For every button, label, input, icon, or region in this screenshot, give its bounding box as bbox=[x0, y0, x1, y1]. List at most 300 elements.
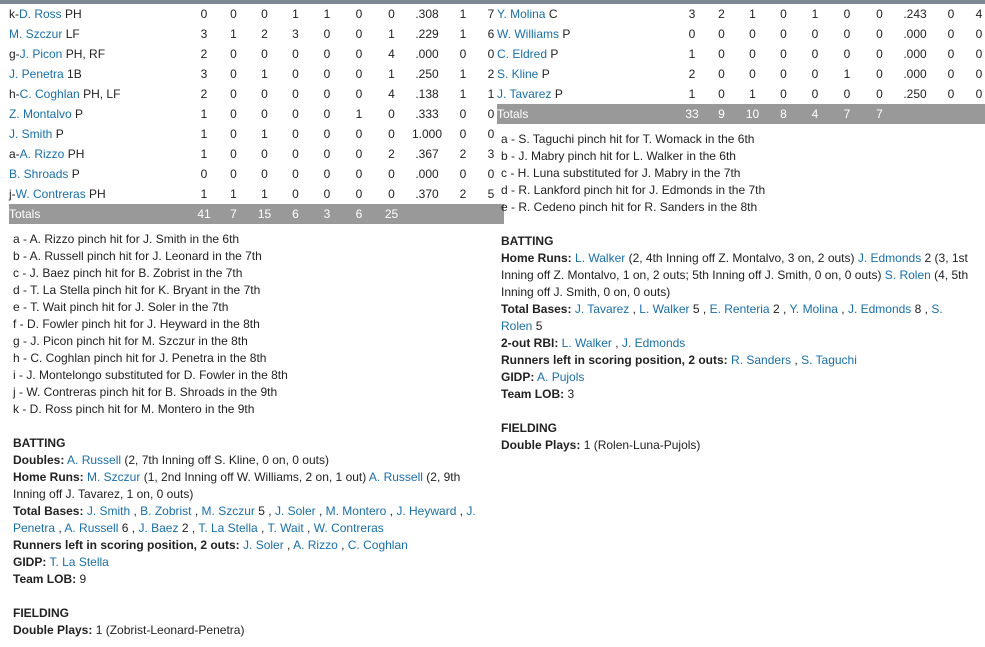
player-link[interactable]: C. Eldred bbox=[497, 47, 548, 61]
player-link[interactable]: D. Ross bbox=[19, 7, 62, 21]
player-cell bbox=[9, 84, 192, 104]
totals-row bbox=[9, 204, 504, 224]
player-link[interactable]: M. Szczur bbox=[87, 470, 141, 484]
note-line: d - R. Lankford pinch hit for J. Edmonds in the 7th bbox=[501, 183, 766, 197]
stat-cell: 0 bbox=[811, 47, 819, 61]
player-row bbox=[497, 24, 985, 44]
count: 5 bbox=[535, 319, 543, 333]
stat-cell: 3 bbox=[200, 67, 208, 81]
stat-cell: 6 bbox=[487, 27, 495, 41]
player-row bbox=[497, 64, 985, 84]
stat-cell: 0 bbox=[323, 27, 331, 41]
stat-cell: 1 bbox=[323, 7, 331, 21]
stat-cell: 0 bbox=[261, 167, 268, 181]
note-line: e - T. Wait pinch hit for J. Soler in the 7th bbox=[13, 300, 229, 314]
stat-cell: 1 bbox=[261, 127, 268, 141]
stat-cell: 0 bbox=[947, 27, 955, 41]
totals-cell: 6 bbox=[278, 204, 313, 224]
stat-cell: 2 bbox=[388, 147, 395, 161]
totals-cell: 7 bbox=[865, 104, 894, 124]
substitution-notes bbox=[497, 131, 977, 216]
player-cell bbox=[497, 24, 680, 44]
player-cell bbox=[9, 184, 192, 204]
fielding-section bbox=[9, 605, 489, 639]
count: 6 bbox=[121, 521, 129, 535]
sub-prefix: h- bbox=[9, 87, 20, 101]
note-line: b - J. Mabry pinch hit for L. Walker in the 6th bbox=[501, 149, 736, 163]
stat-cell: .000 bbox=[903, 47, 927, 61]
batting-section bbox=[497, 233, 977, 403]
player-cell bbox=[497, 84, 680, 104]
stat-cell: 0 bbox=[811, 87, 819, 101]
stat-cell: 0 bbox=[261, 147, 268, 161]
player-link[interactable]: T. Wait bbox=[267, 521, 304, 535]
position: P bbox=[75, 107, 84, 121]
player-row bbox=[9, 24, 504, 44]
stat-cell: 1 bbox=[749, 87, 756, 101]
stat-cell: 0 bbox=[323, 67, 331, 81]
player-link[interactable]: M. Szczur bbox=[9, 27, 63, 41]
player-row bbox=[9, 184, 504, 204]
stat-cell: 0 bbox=[876, 67, 883, 81]
player-link[interactable]: J. Edmonds bbox=[847, 302, 912, 316]
two-out-rbi-line: 2-out RBI: L. Walker , J. Edmonds bbox=[501, 336, 686, 350]
stat-cell: 0 bbox=[487, 107, 495, 121]
stat-cell: 0 bbox=[718, 87, 725, 101]
sub-prefix: k- bbox=[9, 7, 19, 21]
stat-cell: 0 bbox=[292, 107, 299, 121]
stat-cell: 0 bbox=[947, 47, 955, 61]
stat-cell: 0 bbox=[200, 7, 208, 21]
stat-cell: 0 bbox=[355, 147, 363, 161]
player-link[interactable]: A. Russell bbox=[64, 521, 119, 535]
double-plays-line: Double Plays: 1 (Zobrist-Leonard-Penetra) bbox=[13, 623, 245, 637]
home-team-boxscore bbox=[9, 4, 495, 639]
stat-cell: 0 bbox=[947, 7, 955, 21]
stat-cell: 1 bbox=[843, 67, 851, 81]
stat-cell: 0 bbox=[230, 127, 237, 141]
totals-row bbox=[497, 104, 985, 124]
player-row bbox=[9, 84, 504, 104]
stat-cell: 0 bbox=[230, 87, 237, 101]
stat-cell: 1 bbox=[230, 187, 237, 201]
player-cell bbox=[497, 44, 680, 64]
stat-cell: 0 bbox=[975, 27, 983, 41]
position: P bbox=[562, 27, 571, 41]
position: P bbox=[55, 127, 64, 141]
player-link[interactable]: W. Contreras bbox=[313, 521, 384, 535]
player-link[interactable]: J. Soler bbox=[274, 504, 316, 518]
stat-cell: .250 bbox=[415, 67, 439, 81]
risp-line: Runners left in scoring position, 2 outs: J. Soler , A. Rizzo , C. Coghlan bbox=[13, 538, 408, 552]
stat-cell: 0 bbox=[230, 47, 237, 61]
stat-cell: 0 bbox=[292, 67, 299, 81]
stat-cell: 0 bbox=[323, 87, 331, 101]
stat-cell: 3 bbox=[688, 7, 696, 21]
stat-cell: 0 bbox=[876, 27, 883, 41]
gidp-line: GIDP: T. La Stella bbox=[13, 555, 109, 569]
player-link[interactable]: T. La Stella bbox=[49, 555, 109, 569]
totals-cell: 25 bbox=[377, 204, 406, 224]
stat-cell: 0 bbox=[323, 107, 331, 121]
stat-cell: 0 bbox=[355, 167, 363, 181]
stat-cell: 0 bbox=[292, 47, 299, 61]
substitution-notes bbox=[9, 231, 489, 418]
stat-cell: 1 bbox=[388, 67, 395, 81]
batting-table bbox=[9, 4, 504, 224]
position: P bbox=[550, 47, 559, 61]
player-cell bbox=[9, 124, 192, 144]
player-link[interactable]: J. Smith bbox=[9, 127, 53, 141]
player-link[interactable]: A. Rizzo bbox=[19, 147, 65, 161]
player-row bbox=[9, 44, 504, 64]
stat-cell: 1 bbox=[688, 87, 696, 101]
stat-cell: 0 bbox=[780, 47, 787, 61]
player-link[interactable]: A. Russell bbox=[67, 453, 122, 467]
player-link[interactable]: E. Renteria bbox=[709, 302, 770, 316]
totals-cell: 10 bbox=[739, 104, 766, 124]
double-plays-line: Double Plays: 1 (Rolen-Luna-Pujols) bbox=[501, 438, 701, 452]
stat-cell: 0 bbox=[388, 127, 395, 141]
position: PH, RF bbox=[65, 47, 106, 61]
player-row bbox=[9, 144, 504, 164]
player-row bbox=[9, 4, 504, 24]
fielding-title: FIELDING bbox=[501, 421, 557, 435]
home-runs-line: Home Runs: M. Szczur (1, 2nd Inning off W. Williams, 2 on, 1 out) A. Russell (2, 9th Inning off J. Tavarez, 1 on, 0 outs) bbox=[13, 470, 461, 501]
stat-cell: 0 bbox=[230, 107, 237, 121]
stat-cell: 1 bbox=[200, 107, 208, 121]
stat-cell: 1 bbox=[261, 187, 268, 201]
player-link[interactable]: W. Williams bbox=[497, 27, 559, 41]
stat-cell: 0 bbox=[292, 87, 299, 101]
count: 2 bbox=[772, 302, 780, 316]
totals-cell: 4 bbox=[801, 104, 829, 124]
stat-cell: 0 bbox=[780, 7, 787, 21]
player-row bbox=[9, 164, 504, 184]
stat-cell: .243 bbox=[903, 7, 927, 21]
player-cell bbox=[9, 164, 192, 184]
stat-cell: 0 bbox=[780, 27, 787, 41]
stat-cell: 7 bbox=[487, 7, 495, 21]
totals-cell bbox=[894, 104, 936, 124]
stat-cell: 0 bbox=[261, 47, 268, 61]
stat-cell: .250 bbox=[903, 87, 927, 101]
stat-cell: 0 bbox=[355, 27, 363, 41]
stat-cell: 1 bbox=[459, 27, 467, 41]
player-link[interactable]: J. Heyward bbox=[396, 504, 457, 518]
player-link[interactable]: J. Picon bbox=[19, 47, 63, 61]
player-link[interactable]: J. Tavarez bbox=[574, 302, 630, 316]
stat-cell: 1 bbox=[200, 127, 208, 141]
stat-cell: .308 bbox=[415, 7, 439, 21]
stat-cell: .000 bbox=[415, 47, 439, 61]
player-link[interactable]: J. Soler bbox=[243, 538, 284, 552]
player-link[interactable]: B. Zobrist bbox=[140, 504, 192, 518]
stat-cell: 2 bbox=[459, 187, 467, 201]
player-link[interactable]: M. Montero bbox=[325, 504, 387, 518]
note-line: k - D. Ross pinch hit for M. Montero in the 9th bbox=[13, 402, 255, 416]
note-line: g - J. Picon pinch hit for M. Szczur in the 8th bbox=[13, 334, 248, 348]
stat-cell: 4 bbox=[388, 87, 395, 101]
player-link[interactable]: Y. Molina bbox=[789, 302, 838, 316]
stat-cell: 2 bbox=[261, 27, 268, 41]
stat-cell: 1 bbox=[355, 107, 363, 121]
player-link[interactable]: M. Szczur bbox=[201, 504, 255, 518]
stat-cell: 0 bbox=[230, 147, 237, 161]
note-line: c - H. Luna substituted for J. Mabry in the 7th bbox=[501, 166, 741, 180]
player-link[interactable]: C. Coghlan bbox=[347, 538, 408, 552]
note-line: h - C. Coghlan pinch hit for J. Penetra in the 8th bbox=[13, 351, 267, 365]
stat-cell: .138 bbox=[415, 87, 439, 101]
stat-cell: 0 bbox=[688, 27, 696, 41]
totals-cell: 7 bbox=[829, 104, 865, 124]
stat-cell: 2 bbox=[688, 67, 696, 81]
stat-cell: 0 bbox=[843, 87, 851, 101]
note-line: e - R. Cedeno pinch hit for R. Sanders in the 8th bbox=[501, 200, 758, 214]
player-row bbox=[497, 44, 985, 64]
stat-cell: 0 bbox=[230, 167, 237, 181]
fielding-title: FIELDING bbox=[13, 606, 69, 620]
stat-cell: 0 bbox=[323, 187, 331, 201]
stat-cell: 0 bbox=[355, 87, 363, 101]
player-row bbox=[497, 84, 985, 104]
stat-cell: 3 bbox=[292, 27, 299, 41]
player-link[interactable]: A. Rizzo bbox=[293, 538, 338, 552]
stat-cell: 1 bbox=[459, 87, 467, 101]
stat-cell: 0 bbox=[487, 47, 495, 61]
player-link[interactable]: L. Walker bbox=[561, 336, 612, 350]
stat-cell: .000 bbox=[903, 67, 927, 81]
stat-cell: 0 bbox=[718, 47, 725, 61]
totals-cell: 9 bbox=[704, 104, 739, 124]
player-link[interactable]: A. Pujols bbox=[537, 370, 585, 384]
stat-cell: 4 bbox=[388, 47, 395, 61]
stat-cell: 0 bbox=[975, 67, 983, 81]
stat-cell: 0 bbox=[780, 87, 787, 101]
total-bases-line: Total Bases: J. Tavarez , L. Walker 5 , E. Renteria 2 , Y. Molina , J. Edmonds 8 , S. Rolen 5 bbox=[501, 302, 943, 333]
count: 5 bbox=[258, 504, 265, 518]
stat-cell: 0 bbox=[355, 187, 363, 201]
count: 5 bbox=[692, 302, 700, 316]
player-link[interactable]: T. La Stella bbox=[198, 521, 258, 535]
stat-cell: 0 bbox=[230, 67, 237, 81]
totals-cell: 7 bbox=[216, 204, 251, 224]
team-lob-line: Team LOB: 9 bbox=[13, 572, 87, 586]
stat-cell: 1 bbox=[200, 147, 208, 161]
stat-cell: .000 bbox=[903, 27, 927, 41]
stat-cell: 0 bbox=[355, 127, 363, 141]
player-link[interactable]: R. Sanders bbox=[731, 353, 792, 367]
totals-label: Totals bbox=[9, 204, 192, 224]
note-line: d - T. La Stella pinch hit for K. Bryant in the 7th bbox=[13, 283, 261, 297]
player-link[interactable]: J. Edmonds bbox=[857, 251, 922, 265]
note-line: a - S. Taguchi pinch hit for T. Womack in the 6th bbox=[501, 132, 755, 146]
sub-prefix: a- bbox=[9, 147, 20, 161]
player-row bbox=[497, 4, 985, 24]
player-link[interactable]: J. Smith bbox=[86, 504, 131, 518]
totals-cell bbox=[966, 104, 985, 124]
stat-cell: 1 bbox=[388, 27, 395, 41]
stat-cell: 1 bbox=[811, 7, 819, 21]
stat-cell: 0 bbox=[811, 27, 819, 41]
away-team-boxscore bbox=[497, 4, 983, 454]
stat-cell: 0 bbox=[200, 167, 208, 181]
stat-cell: 2 bbox=[459, 147, 467, 161]
totals-cell: 3 bbox=[313, 204, 341, 224]
player-row bbox=[9, 124, 504, 144]
player-link[interactable]: J. Edmonds bbox=[621, 336, 686, 350]
stat-cell: 2 bbox=[200, 47, 208, 61]
stat-cell: .370 bbox=[415, 187, 439, 201]
stat-cell: 0 bbox=[292, 127, 299, 141]
stat-cell: .229 bbox=[415, 27, 439, 41]
stat-cell: 0 bbox=[459, 107, 467, 121]
totals-cell: 15 bbox=[251, 204, 278, 224]
stat-cell: 0 bbox=[811, 67, 819, 81]
stat-cell: 0 bbox=[459, 127, 467, 141]
stat-cell: 0 bbox=[292, 147, 299, 161]
player-link[interactable]: J. Baez bbox=[138, 521, 179, 535]
stat-cell: 1 bbox=[688, 47, 696, 61]
player-cell bbox=[9, 104, 192, 124]
stat-cell: 0 bbox=[323, 167, 331, 181]
stat-cell: .333 bbox=[415, 107, 439, 121]
count: 8 bbox=[914, 302, 922, 316]
position: P bbox=[554, 87, 563, 101]
note-line: f - D. Fowler pinch hit for J. Heyward in the 8th bbox=[13, 317, 260, 331]
player-link[interactable]: S. Taguchi bbox=[801, 353, 857, 367]
player-link[interactable]: B. Shroads bbox=[9, 167, 69, 181]
stat-cell: .000 bbox=[415, 167, 439, 181]
batting-table bbox=[497, 4, 985, 124]
player-link[interactable]: J. Tavarez bbox=[497, 87, 552, 101]
position: P bbox=[71, 167, 80, 181]
totals-label: Totals bbox=[497, 104, 680, 124]
stat-cell: 1 bbox=[200, 187, 208, 201]
stat-cell: 0 bbox=[355, 47, 363, 61]
player-cell bbox=[9, 144, 192, 164]
stat-cell: 1.000 bbox=[411, 127, 443, 141]
stat-cell: 3 bbox=[200, 27, 208, 41]
position: PH bbox=[67, 147, 85, 161]
position: LF bbox=[65, 27, 80, 41]
player-row bbox=[9, 64, 504, 84]
position: P bbox=[541, 67, 550, 81]
stat-cell: 0 bbox=[261, 87, 268, 101]
stat-cell: 0 bbox=[843, 7, 851, 21]
stat-cell: 0 bbox=[876, 87, 883, 101]
player-link[interactable]: L. Walker bbox=[575, 251, 626, 265]
totals-cell bbox=[936, 104, 966, 124]
player-row bbox=[9, 104, 504, 124]
stat-cell: 0 bbox=[230, 7, 237, 21]
risp-line: Runners left in scoring position, 2 outs: R. Sanders , S. Taguchi bbox=[501, 353, 857, 367]
totals-cell bbox=[448, 204, 478, 224]
player-link[interactable]: J. Penetra bbox=[13, 504, 476, 535]
stat-cell: 0 bbox=[388, 187, 395, 201]
position: PH bbox=[65, 7, 82, 21]
stat-cell: 0 bbox=[843, 27, 851, 41]
stat-cell: 0 bbox=[749, 27, 756, 41]
total-bases-line: Total Bases: J. Smith , B. Zobrist , M. Szczur 5 , J. Soler , M. Montero , J. Heyward , J. Penetra , A. Russell 6 , J. Baez 2 , T. La Stella , T. Wait , W. Contreras bbox=[13, 504, 476, 535]
player-link[interactable]: S. Kline bbox=[497, 67, 539, 81]
team-lob-line: Team LOB: 3 bbox=[501, 387, 575, 401]
stat-cell: 2 bbox=[200, 87, 208, 101]
note-line: b - A. Russell pinch hit for J. Leonard in the 7th bbox=[13, 249, 262, 263]
position: PH bbox=[89, 187, 106, 201]
player-link[interactable]: J. Penetra bbox=[9, 67, 64, 81]
player-link[interactable]: A. Russell bbox=[368, 470, 423, 484]
position: PH, LF bbox=[83, 87, 121, 101]
player-link[interactable]: S. Rolen bbox=[884, 268, 931, 282]
count: 2 bbox=[181, 521, 189, 535]
fielding-section bbox=[497, 420, 977, 454]
stat-cell: 1 bbox=[459, 67, 467, 81]
home-runs-line: Home Runs: L. Walker (2, 4th Inning off Z. Montalvo, 3 on, 2 outs) J. Edmonds 2 (3, 1st Inning off Z. Montalvo, 1 on, 2 outs; 5th Inning off J. Smith, 0 on, 0 outs) S. Rolen (4, 5th Inning off J. Smith, 0 on, 0 outs) bbox=[501, 251, 969, 299]
stat-cell: 3 bbox=[487, 147, 495, 161]
totals-cell: 33 bbox=[680, 104, 704, 124]
stat-cell: 0 bbox=[459, 47, 467, 61]
stat-cell: 0 bbox=[261, 7, 268, 21]
stat-cell: 0 bbox=[749, 47, 756, 61]
stat-cell: 1 bbox=[749, 7, 756, 21]
stat-cell: 0 bbox=[718, 27, 725, 41]
player-cell bbox=[497, 4, 680, 24]
player-cell bbox=[497, 64, 680, 84]
player-link[interactable]: Z. Montalvo bbox=[9, 107, 72, 121]
note-line: i - J. Montelongo substituted for D. Fowler in the 8th bbox=[13, 368, 288, 382]
stat-cell: 0 bbox=[843, 47, 851, 61]
totals-cell: 6 bbox=[341, 204, 377, 224]
stat-cell: 0 bbox=[975, 87, 983, 101]
sub-prefix: j- bbox=[9, 187, 16, 201]
stat-cell: 0 bbox=[355, 67, 363, 81]
stat-cell: 0 bbox=[459, 167, 467, 181]
stat-cell: 0 bbox=[947, 67, 955, 81]
stat-cell: 0 bbox=[876, 47, 883, 61]
totals-cell: 8 bbox=[766, 104, 801, 124]
batting-title: BATTING bbox=[501, 234, 554, 248]
stat-cell: 2 bbox=[718, 7, 725, 21]
player-link[interactable]: C. Coghlan bbox=[19, 87, 80, 101]
player-link[interactable]: S. Rolen bbox=[501, 302, 943, 333]
gidp-line: GIDP: A. Pujols bbox=[501, 370, 585, 384]
stat-cell: 0 bbox=[975, 47, 983, 61]
stat-cell: 0 bbox=[323, 127, 331, 141]
note-line: a - A. Rizzo pinch hit for J. Smith in the 6th bbox=[13, 232, 240, 246]
stat-cell: 0 bbox=[876, 7, 883, 21]
note-line: c - J. Baez pinch hit for B. Zobrist in the 7th bbox=[13, 266, 243, 280]
stat-cell: 0 bbox=[323, 147, 331, 161]
sub-prefix: g- bbox=[9, 47, 20, 61]
stat-cell: 4 bbox=[975, 7, 983, 21]
stat-cell: 0 bbox=[947, 87, 955, 101]
player-link[interactable]: Y. Molina bbox=[497, 7, 546, 21]
stat-cell: 0 bbox=[388, 107, 395, 121]
stat-cell: 1 bbox=[487, 87, 495, 101]
stat-cell: 0 bbox=[292, 187, 299, 201]
totals-cell: 41 bbox=[192, 204, 216, 224]
player-cell bbox=[9, 4, 192, 24]
player-link[interactable]: W. Contreras bbox=[15, 187, 86, 201]
stat-cell: .367 bbox=[415, 147, 439, 161]
position: 1B bbox=[67, 67, 82, 81]
position: C bbox=[548, 7, 558, 21]
stat-cell: 1 bbox=[292, 7, 299, 21]
totals-cell bbox=[406, 204, 448, 224]
stat-cell: 5 bbox=[487, 187, 495, 201]
player-link[interactable]: L. Walker bbox=[639, 302, 690, 316]
